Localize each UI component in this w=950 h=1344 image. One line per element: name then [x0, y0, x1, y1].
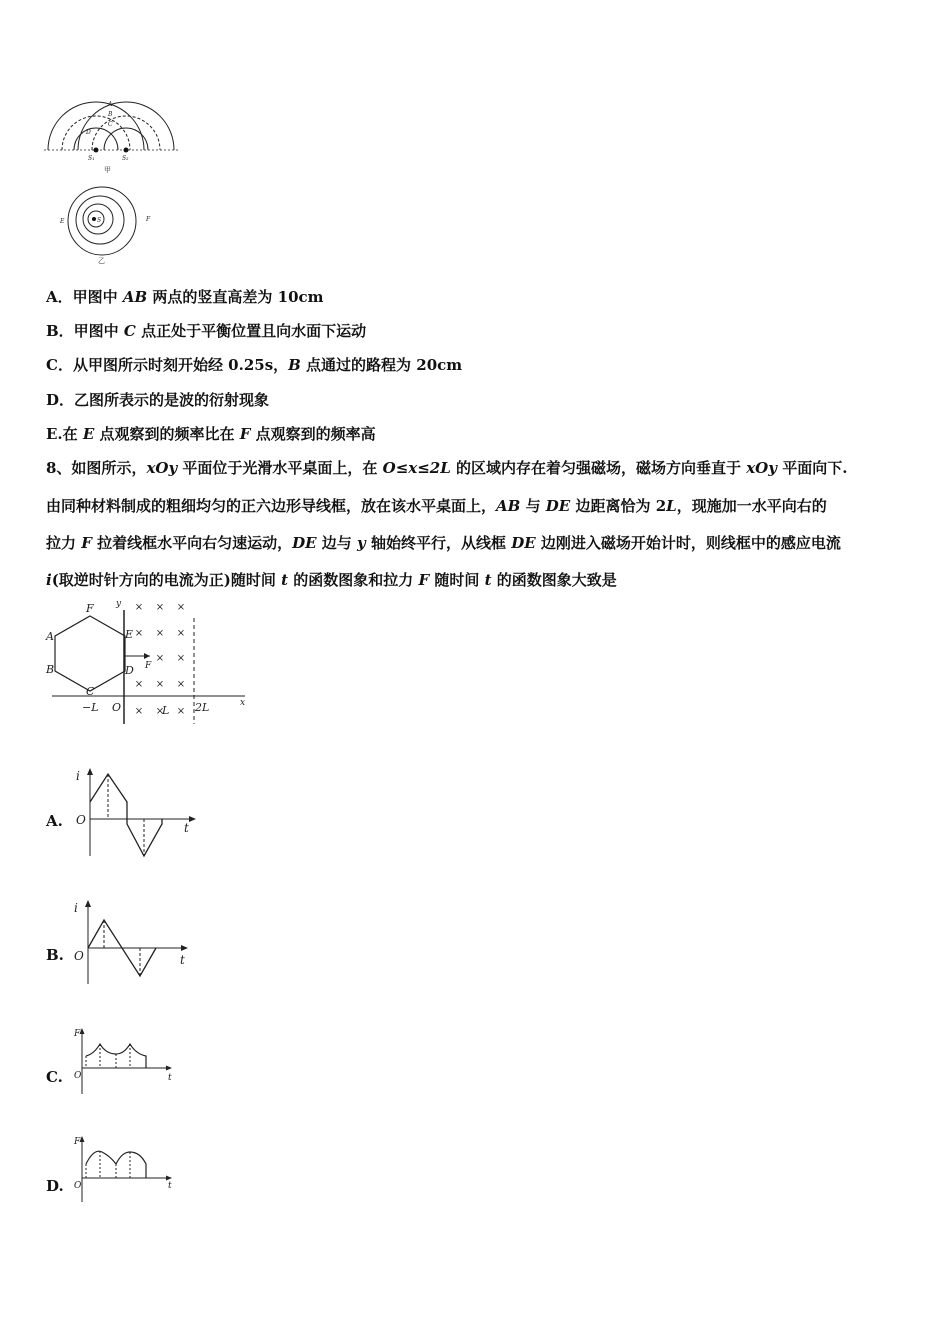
field-cross: ×: [155, 679, 165, 690]
graph-c-y-label: F: [74, 1029, 81, 1039]
graph-a-curve: [90, 774, 162, 856]
graph-option-a-label: A.: [46, 812, 63, 830]
field-cross: ×: [176, 653, 186, 664]
q7-option-e-prefix: E.在: [46, 425, 83, 443]
field-cross: ×: [176, 679, 186, 690]
q8-line-4: [46, 569, 617, 590]
q7-option-b-rest: 点正处于平衡位置且向水面下运动: [135, 322, 367, 340]
q8-l2-b: AB: [496, 497, 521, 515]
hex-vertex-c: C: [86, 685, 95, 698]
source-s2: [124, 148, 129, 153]
q8-l2-g: ，现施加一水平向右的: [676, 497, 827, 515]
q8-l4-d: 的函数图象和拉力: [288, 571, 419, 589]
q8-l2-c: 与: [520, 497, 546, 515]
q7-option-a: [46, 286, 324, 307]
q8-line-3: [46, 532, 841, 553]
q7-option-e-rest: 点观察到的频率高: [250, 425, 376, 443]
q7-option-b-prefix: B．甲图中: [46, 322, 124, 340]
field-cross: ×: [134, 628, 144, 639]
q7-option-c: [46, 354, 462, 375]
q8-l3-a: 拉力: [46, 534, 82, 552]
hex-vertex-b: B: [46, 663, 55, 676]
field-cross: ×: [155, 628, 165, 639]
x-axis-label: x: [240, 698, 246, 708]
q7-option-a-var: AB: [122, 288, 148, 306]
hexagon-frame: [55, 616, 125, 691]
graph-c-x-label: t: [168, 1073, 172, 1083]
graph-option-b-label: B.: [46, 946, 64, 964]
q8-l4-h: 的函数图象大致是: [491, 571, 617, 589]
q8-l2-f: L: [666, 497, 677, 515]
graph-d-y-label: F: [74, 1137, 81, 1147]
q8-l2-d: DE: [545, 497, 571, 515]
graph-c-origin: O: [74, 1071, 82, 1081]
q8-l4-g: t: [484, 571, 492, 589]
source-s1-label: S₁: [88, 155, 95, 162]
point-f-label: F: [146, 216, 151, 223]
field-cross: ×: [176, 628, 186, 639]
field-cross: ×: [155, 706, 165, 717]
q8-l3-f: y: [357, 534, 366, 552]
neg-l-label: −L: [82, 701, 99, 714]
graph-d-origin: O: [74, 1181, 82, 1191]
q7-option-c-rest: 点通过的路程为 20cm: [300, 356, 463, 374]
q7-option-c-var: B: [288, 356, 301, 374]
q7-option-e: [46, 423, 376, 444]
q7-option-d: [46, 389, 269, 410]
two-l-label: 2L: [195, 701, 210, 714]
q8-l2-e: 边距离恰为 2: [570, 497, 667, 515]
point-a-label: A: [108, 101, 113, 108]
origin-label: O: [112, 701, 122, 714]
q7-option-e-var2: F: [239, 425, 251, 443]
point-e-label: E: [60, 218, 65, 225]
q7-option-e-mid: 点观察到的频率比在: [94, 425, 240, 443]
q7-option-b-var: C: [123, 322, 136, 340]
q7-option-b: [46, 320, 366, 341]
graph-a-x-label: t: [184, 821, 189, 835]
q8-l3-h: DE: [511, 534, 536, 552]
y-axis-label: y: [116, 599, 122, 609]
field-cross: ×: [155, 653, 165, 664]
graph-option-c: [72, 1024, 182, 1096]
q8-l3-e: 边与: [316, 534, 358, 552]
graph-b-origin: O: [74, 949, 84, 963]
hex-vertex-f: F: [86, 602, 94, 615]
graph-option-d: [72, 1132, 182, 1204]
q8-l3-i: 边刚进入磁场开始计时，则线框中的感应电流: [535, 534, 841, 552]
graph-b-y-label: i: [74, 901, 78, 915]
q8-l1-d: O≤x≤2L: [382, 459, 451, 477]
field-cross: ×: [176, 602, 186, 613]
q7-option-a-prefix: A．甲图中: [46, 288, 123, 306]
hex-vertex-e: E: [125, 628, 134, 641]
q8-l4-a: i: [46, 571, 52, 589]
field-cross: ×: [134, 706, 144, 717]
graph-option-c-label: C.: [46, 1068, 63, 1086]
field-cross: ×: [134, 602, 144, 613]
graph-option-d-label: D.: [46, 1177, 64, 1195]
force-label: F: [145, 661, 152, 671]
graph-option-b: [72, 896, 202, 992]
field-cross: ×: [134, 679, 144, 690]
q8-l4-f: 随时间: [429, 571, 485, 589]
point-d-label: D: [86, 129, 91, 136]
q7-option-d-prefix: D．乙图所表示的是波的衍射现象: [46, 391, 270, 409]
q8-l3-g: 轴始终平行，从线框: [365, 534, 512, 552]
source-s1: [94, 148, 99, 153]
hex-vertex-d: D: [125, 664, 134, 677]
graph-option-a: [72, 764, 202, 864]
figure-yi-concentric: [58, 183, 158, 265]
figure-yi-caption: 乙: [98, 257, 105, 265]
source-s-label: S: [97, 217, 102, 224]
q8-l1-c: 平面位于光滑水平桌面上，在: [177, 459, 383, 477]
l-label: L: [162, 704, 170, 717]
graph-d-x-label: t: [168, 1181, 172, 1191]
q8-line-1: [46, 457, 847, 478]
field-cross: ×: [176, 706, 186, 717]
q8-l1-f: xOy: [746, 459, 777, 477]
q8-l4-c: t: [281, 571, 289, 589]
q7-option-e-var1: E: [82, 425, 95, 443]
q8-l3-b: F: [81, 534, 92, 552]
graph-b-x-label: t: [180, 953, 185, 967]
hex-vertex-a: A: [46, 630, 54, 643]
q8-figure-hexagon-field: [40, 596, 255, 728]
point-b-label: B: [108, 111, 113, 118]
q8-l1-e: 的区域内存在着匀强磁场，磁场方向垂直于: [450, 459, 747, 477]
graph-a-origin: O: [76, 813, 86, 827]
q7-option-c-prefix: C．从甲图所示时刻开始经 0.25s，: [46, 356, 289, 374]
q8-l1-a: 8、如图所示，: [46, 459, 147, 477]
q8-l1-g: 平面向下.: [776, 459, 848, 477]
q8-l3-c: 拉着线框水平向右匀速运动，: [91, 534, 293, 552]
q8-l4-b: (取逆时针方向的电流为正)随时间: [51, 571, 282, 589]
graph-a-y-label: i: [76, 769, 80, 783]
q7-option-a-rest: 两点的竖直高差为 10cm: [147, 288, 324, 306]
q8-l1-b: xOy: [146, 459, 178, 477]
figure-jia-interference: [44, 98, 179, 176]
q8-l4-e: F: [418, 571, 430, 589]
field-cross: ×: [155, 602, 165, 613]
figure-jia-caption: 甲: [104, 166, 111, 174]
q8-l3-d: DE: [292, 534, 317, 552]
point-c-label: C: [108, 121, 113, 128]
q8-l2-a: 由同种材料制成的粗细均匀的正六边形导线框，放在该水平桌面上，: [46, 497, 497, 515]
source-s2-label: S₂: [122, 155, 129, 162]
q8-line-2: [46, 495, 827, 516]
